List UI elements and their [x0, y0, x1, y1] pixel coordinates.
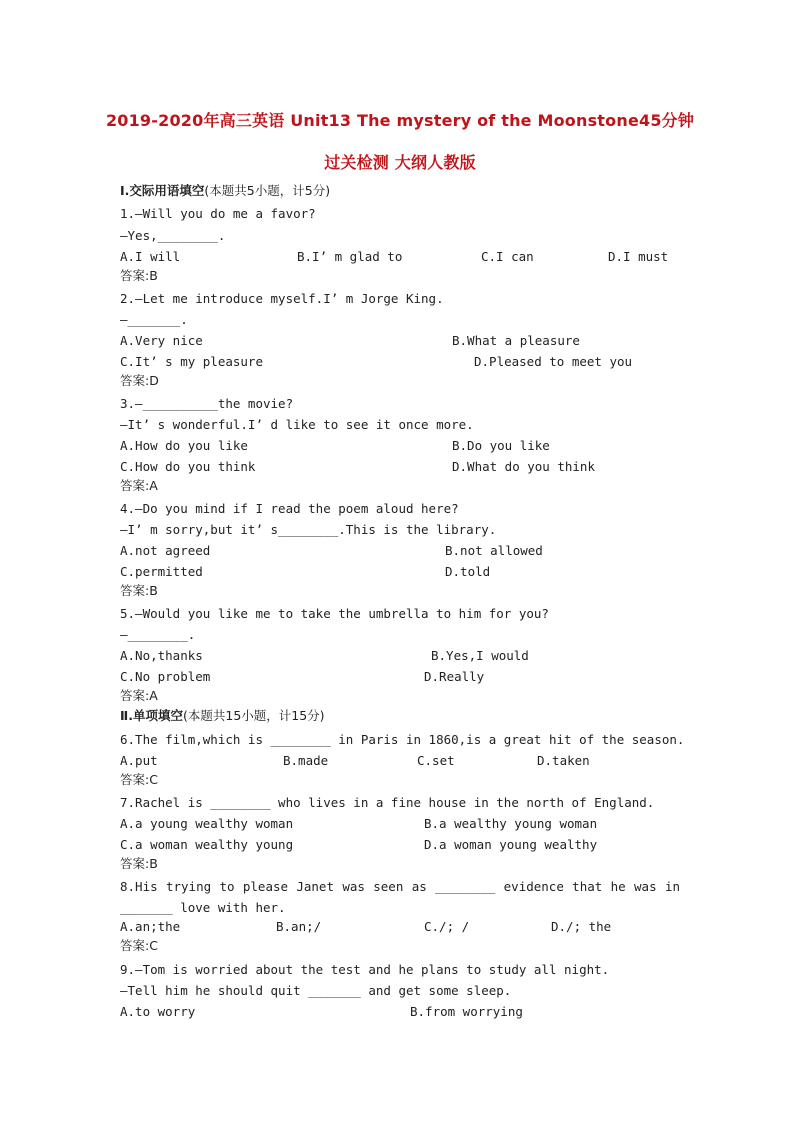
question-3-stem: 3.—__________the movie?	[120, 396, 294, 411]
question-4-option-c: C.permitted	[120, 564, 203, 579]
question-8-option-c: C./; /	[424, 919, 470, 934]
question-1-option-c: C.I can	[481, 249, 534, 264]
question-3-option-d: D.What do you think	[452, 459, 595, 474]
question-2-reply: —_______.	[120, 312, 188, 327]
question-9-stem: 9.—Tom is worried about the test and he plans to study all night.	[120, 962, 610, 977]
question-7-option-d: D.a woman young wealthy	[424, 837, 598, 852]
question-1-reply: —Yes,________.	[120, 228, 226, 243]
document-title-line-1: 2019-2020年高三英语 Unit13 The mystery of the Moonstone45分钟	[105, 111, 695, 130]
question-3-reply: —It’ s wonderful.I’ d like to see it once more.	[120, 417, 474, 432]
question-2-answer: 答案:D	[120, 373, 159, 388]
question-6-option-d: D.taken	[537, 753, 590, 768]
question-5-option-b: B.Yes,I would	[431, 648, 529, 663]
question-8-option-a: A.an;the	[120, 919, 181, 934]
question-6-option-a: A.put	[120, 753, 158, 768]
section-note: (本题共15小题，计15分)	[182, 708, 325, 723]
question-2-option-a: A.Very nice	[120, 333, 203, 348]
question-7-option-a: A.a young wealthy woman	[120, 816, 294, 831]
question-1-option-d: D.I must	[608, 249, 669, 264]
question-7-answer: 答案:B	[120, 856, 158, 871]
question-1-option-b: B.I’ m glad to	[297, 249, 403, 264]
question-4-option-b: B.not allowed	[445, 543, 543, 558]
question-3-answer: 答案:A	[120, 478, 158, 493]
question-7-option-c: C.a woman wealthy young	[120, 837, 294, 852]
question-4-option-a: A.not agreed	[120, 543, 211, 558]
section-label: Ⅱ.单项填空	[120, 708, 183, 723]
question-7-option-b: B.a wealthy young woman	[424, 816, 598, 831]
question-5-option-d: D.Really	[424, 669, 485, 684]
question-4-reply: —I’ m sorry,but it’ s________.This is the library.	[120, 522, 497, 537]
question-3-option-c: C.How do you think	[120, 459, 256, 474]
question-9-option-b: B.from worrying	[410, 1004, 523, 1019]
question-6-option-c: C.set	[417, 753, 455, 768]
question-1-answer: 答案:B	[120, 268, 158, 283]
question-9-reply: —Tell him he should quit _______ and get some sleep.	[120, 983, 512, 998]
question-9-option-a: A.to worry	[120, 1004, 196, 1019]
section-heading-1	[120, 183, 330, 199]
question-2-option-b: B.What a pleasure	[452, 333, 580, 348]
question-3-option-b: B.Do you like	[452, 438, 550, 453]
question-5-option-a: A.No,thanks	[120, 648, 203, 663]
section-heading-2	[120, 708, 325, 724]
question-8-option-b: B.an;/	[276, 919, 322, 934]
question-4-stem: 4.—Do you mind if I read the poem aloud here?	[120, 501, 459, 516]
question-8-answer: 答案:C	[120, 938, 158, 953]
question-2-option-c: C.It’ s my pleasure	[120, 354, 263, 369]
question-6-answer: 答案:C	[120, 772, 158, 787]
section-note: (本题共5小题，计5分)	[204, 183, 331, 198]
question-5-stem: 5.—Would you like me to take the umbrella to him for you?	[120, 606, 549, 621]
question-8-stem: 8.His trying to please Janet was seen as ________ evidence that he was in	[120, 879, 680, 894]
question-1-option-a: A.I will	[120, 249, 181, 264]
question-1-stem: 1.—Will you do me a favor?	[120, 206, 316, 221]
question-2-stem: 2.—Let me introduce myself.I’ m Jorge King.	[120, 291, 444, 306]
question-4-answer: 答案:B	[120, 583, 158, 598]
document-title-line-2: 过关检测 大纲人教版	[324, 153, 476, 172]
question-5-reply: —________.	[120, 627, 196, 642]
question-8-option-d: D./; the	[551, 919, 612, 934]
question-5-option-c: C.No problem	[120, 669, 211, 684]
question-4-option-d: D.told	[445, 564, 491, 579]
question-6-option-b: B.made	[283, 753, 329, 768]
question-7-stem: 7.Rachel is ________ who lives in a fine house in the north of England.	[120, 795, 655, 810]
question-3-option-a: A.How do you like	[120, 438, 248, 453]
question-5-answer: 答案:A	[120, 688, 158, 703]
question-6-stem: 6.The film,which is ________ in Paris in 1860,is a great hit of the season.	[120, 732, 685, 747]
question-2-option-d: D.Pleased to meet you	[474, 354, 633, 369]
section-label: Ⅰ.交际用语填空	[120, 183, 205, 198]
question-8-stem-continued: _______ love with her.	[120, 900, 286, 915]
